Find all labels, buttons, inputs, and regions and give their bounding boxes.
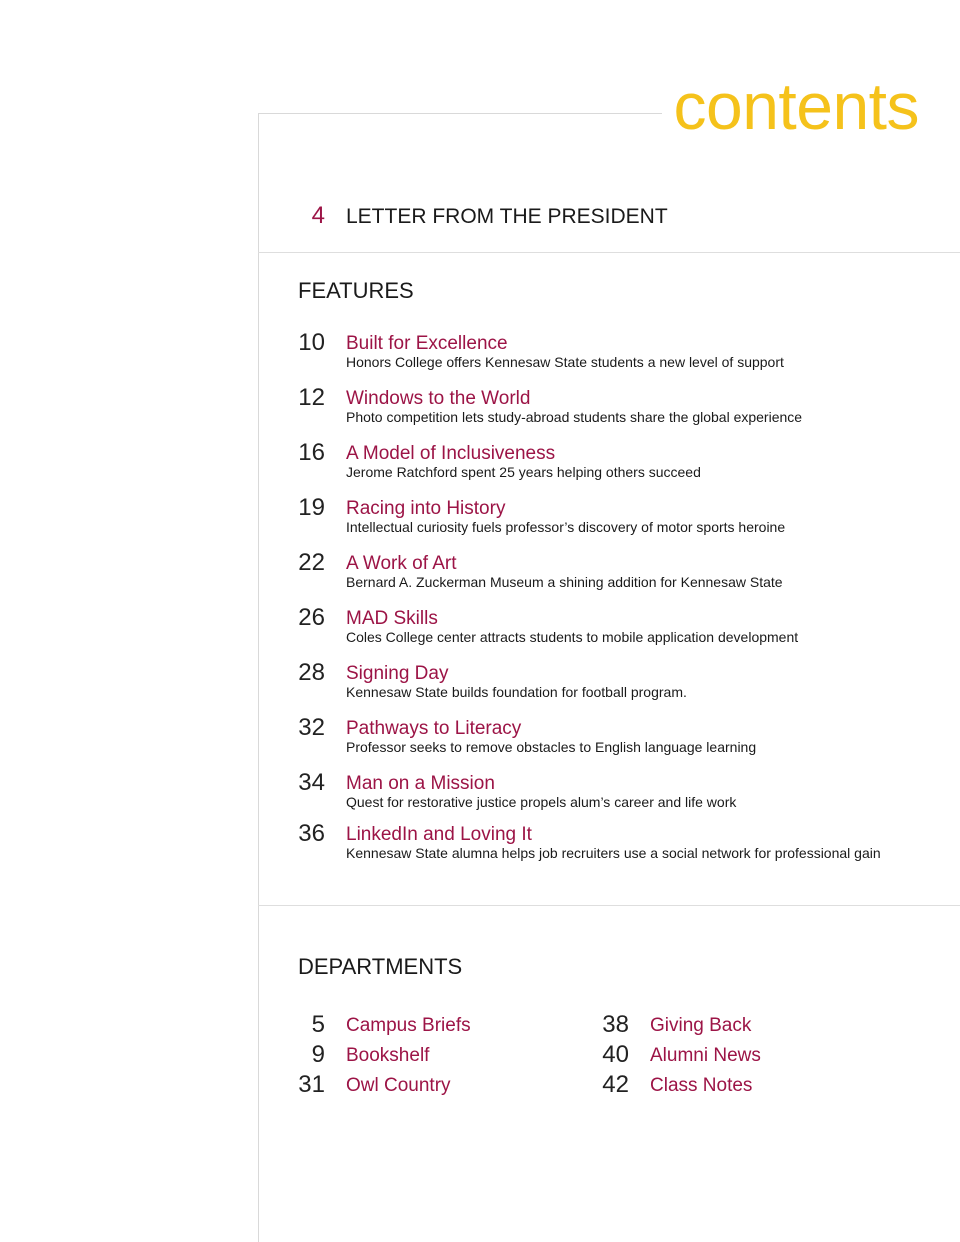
feature-description: Bernard A. Zuckerman Museum a shining addition for Kennesaw State [346, 574, 783, 590]
feature-description: Kennesaw State alumna helps job recruiters use a social network for professional gain [346, 845, 881, 861]
letter-title-link[interactable]: LETTER FROM THE PRESIDENT [346, 205, 668, 228]
feature-page-number: 10 [298, 329, 325, 356]
feature-title-link[interactable]: A Model of Inclusiveness [346, 443, 556, 464]
department-title-link[interactable]: Class Notes [650, 1075, 753, 1096]
department-title-link[interactable]: Bookshelf [346, 1045, 430, 1066]
feature-page-number: 32 [298, 714, 325, 741]
department-page-number: 40 [602, 1041, 629, 1068]
feature-page-number: 16 [298, 439, 325, 466]
department-page-number: 9 [311, 1041, 325, 1068]
section-divider [258, 252, 960, 253]
feature-page-number: 12 [298, 384, 325, 411]
department-title-link[interactable]: Campus Briefs [346, 1015, 471, 1036]
feature-title-link[interactable]: Man on a Mission [346, 773, 495, 794]
feature-title-link[interactable]: Pathways to Literacy [346, 718, 522, 739]
department-title-link[interactable]: Owl Country [346, 1075, 451, 1096]
feature-description: Jerome Ratchford spent 25 years helping others succeed [346, 464, 701, 480]
feature-description: Kennesaw State builds foundation for football program. [346, 684, 687, 700]
feature-title-link[interactable]: Windows to the World [346, 388, 531, 409]
department-page-number: 5 [311, 1011, 325, 1038]
feature-title-link[interactable]: Built for Excellence [346, 333, 508, 354]
department-title-link[interactable]: Giving Back [650, 1015, 752, 1036]
feature-title-link[interactable]: A Work of Art [346, 553, 457, 574]
feature-description: Professor seeks to remove obstacles to English language learning [346, 739, 757, 755]
department-page-number: 31 [298, 1071, 325, 1098]
department-page-number: 42 [602, 1071, 629, 1098]
feature-page-number: 26 [298, 604, 325, 631]
section-divider [258, 905, 960, 906]
features-heading: FEATURES [298, 278, 414, 303]
feature-page-number: 34 [298, 769, 325, 796]
departments-heading: DEPARTMENTS [298, 954, 463, 979]
feature-page-number: 22 [298, 549, 325, 576]
department-title-link[interactable]: Alumni News [650, 1045, 761, 1066]
feature-description: Coles College center attracts students to mobile application development [346, 629, 799, 645]
feature-title-link[interactable]: Racing into History [346, 498, 506, 519]
feature-title-link[interactable]: MAD Skills [346, 608, 438, 629]
feature-page-number: 19 [298, 494, 325, 521]
feature-description: Photo competition lets study-abroad students share the global experience [346, 409, 803, 425]
page-frame-top [258, 113, 662, 114]
feature-description: Honors College offers Kennesaw State students a new level of support [346, 354, 784, 370]
feature-page-number: 36 [298, 820, 325, 847]
feature-description: Quest for restorative justice propels alum’s career and life work [346, 794, 737, 810]
feature-description: Intellectual curiosity fuels professor’s discovery of motor sports heroine [346, 519, 786, 535]
letter-page-number: 4 [311, 202, 325, 229]
feature-title-link[interactable]: Signing Day [346, 663, 449, 684]
page-frame-left [258, 113, 259, 1242]
feature-title-link[interactable]: LinkedIn and Loving It [346, 824, 532, 845]
page-title: contents [673, 69, 919, 143]
feature-page-number: 28 [298, 659, 325, 686]
department-page-number: 38 [602, 1011, 629, 1038]
